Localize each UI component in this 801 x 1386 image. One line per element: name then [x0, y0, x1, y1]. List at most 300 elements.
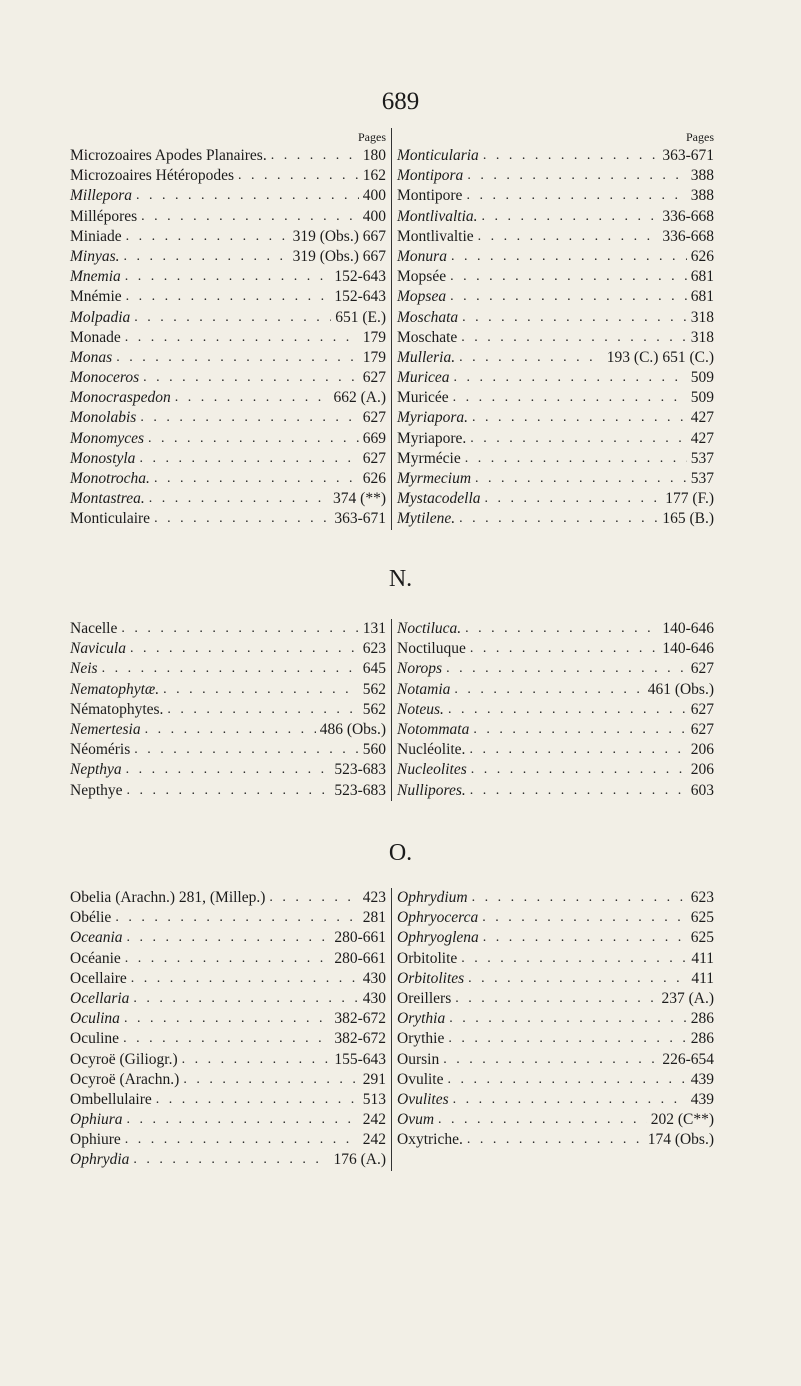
dot-leader: [482, 908, 687, 928]
dot-leader: [125, 267, 331, 287]
entry-pages: 206: [690, 741, 714, 759]
entry-term: Ophryoglena: [397, 929, 479, 947]
dot-leader: [130, 639, 359, 659]
index-entry: [397, 928, 714, 948]
entry-pages: 382-672: [334, 1030, 386, 1048]
dot-leader: [121, 619, 358, 639]
entry-pages: 439: [690, 1090, 714, 1108]
entry-pages: 626: [362, 470, 386, 487]
index-entry: [397, 659, 714, 679]
index-entry: [70, 760, 386, 780]
entry-pages: 152-643: [334, 288, 386, 306]
entry-pages: 669: [362, 429, 386, 447]
dot-leader: [461, 949, 687, 969]
entry-term: Monocraspedon: [70, 389, 171, 407]
pages-header: Pages: [358, 130, 386, 144]
pages-header: Pages: [686, 130, 714, 144]
dot-leader: [134, 740, 358, 760]
entry-pages: 627: [690, 700, 714, 718]
index-entry: [70, 740, 386, 760]
entry-term: Noctiluca.: [397, 620, 462, 637]
entry-term: Orythie: [397, 1030, 445, 1048]
entry-pages: 625: [690, 909, 714, 927]
dot-leader: [238, 166, 359, 186]
entry-pages: 537: [690, 470, 714, 487]
index-entry: [397, 639, 714, 659]
index-entry: [70, 1050, 386, 1070]
entry-pages: 180: [362, 147, 386, 164]
index-entry: [397, 308, 714, 328]
entry-pages: 509: [690, 389, 714, 407]
index-entry: [70, 408, 386, 428]
entry-term: Mopsée: [397, 268, 447, 286]
entry-pages: 382-672: [334, 1010, 386, 1028]
entry-term: Muricée: [397, 389, 449, 407]
index-section-o: [70, 888, 715, 1171]
dot-leader: [163, 680, 359, 700]
entry-term: Ophrydium: [397, 889, 468, 906]
entry-term: Ophiure: [70, 1131, 121, 1149]
entry-term: Montastrea.: [70, 490, 145, 508]
index-entry: [70, 1029, 386, 1049]
entry-pages: 363-671: [662, 147, 714, 164]
entry-pages: 681: [690, 268, 714, 286]
index-entry: [397, 247, 714, 267]
entry-pages: 562: [362, 700, 386, 718]
index-entry: [397, 408, 714, 428]
index-entry: [70, 1150, 386, 1170]
dot-leader: [454, 680, 643, 700]
entry-term: Oreillers: [397, 989, 452, 1007]
entry-pages: 177 (F.): [665, 490, 714, 508]
index-entry: [397, 1029, 714, 1049]
entry-term: Mnemia: [70, 268, 121, 286]
index-entry: [397, 509, 714, 529]
index-entry: [70, 207, 386, 227]
index-entry: [70, 287, 386, 307]
entry-term: Ophryocerca: [397, 909, 479, 927]
index-entry: [70, 888, 386, 908]
dot-leader: [449, 1009, 687, 1029]
entry-term: Oculine: [70, 1030, 120, 1048]
index-entry: [70, 449, 386, 469]
entry-pages: 286: [690, 1030, 714, 1048]
entry-term: Montipore: [397, 187, 463, 205]
index-entry: [70, 227, 386, 247]
entry-pages: 423: [362, 889, 386, 906]
entry-pages: 486 (Obs.): [319, 720, 386, 738]
entry-term: Microzoaires Hétéropodes: [70, 167, 234, 185]
entry-term: Nacelle: [70, 620, 118, 637]
entry-term: Monade: [70, 328, 121, 346]
dot-leader: [448, 700, 687, 720]
index-entry: [70, 186, 386, 206]
entry-term: Notommata: [397, 720, 470, 738]
index-entry: [397, 1009, 714, 1029]
entry-term: Montipora: [397, 167, 464, 185]
dot-leader: [140, 408, 358, 428]
dot-leader: [453, 1090, 687, 1110]
section-letter-o: O.: [388, 840, 413, 866]
index-entry: [70, 469, 386, 489]
dot-leader: [269, 888, 358, 908]
dot-leader: [459, 348, 603, 368]
dot-leader: [131, 969, 359, 989]
index-entry: [397, 888, 714, 908]
index-entry: [397, 1110, 714, 1130]
entry-term: Neis: [70, 660, 98, 678]
entry-pages: 411: [691, 949, 714, 967]
dot-leader: [470, 639, 658, 659]
dot-leader: [472, 888, 687, 908]
entry-term: Millépores: [70, 207, 138, 225]
entry-term: Nemertesia: [70, 720, 141, 738]
index-entry: [70, 348, 386, 368]
entry-term: Ovum: [397, 1111, 435, 1129]
index-entry: [397, 989, 714, 1009]
index-entry: [70, 949, 386, 969]
entry-pages: 193 (C.) 651 (C.): [606, 348, 714, 366]
entry-pages: 625: [690, 929, 714, 947]
entry-term: Obelia (Arachn.) 281, (Millep.): [70, 889, 266, 906]
entry-pages: 627: [362, 409, 386, 427]
entry-pages: 152-643: [334, 268, 386, 286]
entry-term: Oursin: [397, 1050, 440, 1068]
dot-leader: [461, 328, 686, 348]
dot-leader: [148, 429, 359, 449]
dot-leader: [473, 720, 686, 740]
index-entry: [70, 308, 386, 328]
entry-pages: 286: [690, 1010, 714, 1028]
index-entry: [397, 287, 714, 307]
entry-term: Nucléolite.: [397, 741, 466, 759]
index-entry: [397, 680, 714, 700]
dot-leader: [126, 287, 331, 307]
index-entry: [70, 1110, 386, 1130]
index-entry: [70, 720, 386, 740]
entry-term: Ocyroë (Giliogr.): [70, 1050, 178, 1068]
index-entry: [70, 781, 386, 801]
entry-pages: 226-654: [662, 1050, 714, 1068]
entry-pages: 623: [690, 889, 714, 906]
dot-leader: [115, 908, 358, 928]
entry-term: Ocyroë (Arachn.): [70, 1070, 180, 1088]
entry-pages: 513: [362, 1090, 386, 1108]
index-entry: [70, 247, 386, 267]
dot-leader: [453, 388, 687, 408]
entry-pages: 537: [690, 449, 714, 467]
index-entry: [397, 969, 714, 989]
dot-leader: [483, 928, 687, 948]
entry-pages: 374 (**): [333, 490, 386, 508]
entry-list: [70, 888, 386, 1171]
index-column-left: [70, 128, 392, 530]
entry-term: Orbitolite: [397, 949, 458, 967]
entry-term: Myrmécie: [397, 449, 461, 467]
entry-term: Myrmecium: [397, 470, 472, 487]
dot-leader: [470, 781, 687, 801]
dot-leader: [102, 659, 359, 679]
dot-leader: [448, 1070, 687, 1090]
dot-leader: [465, 449, 687, 469]
entry-pages: 562: [362, 680, 386, 698]
entry-pages: 662 (A.): [333, 389, 386, 407]
dot-leader: [139, 449, 358, 469]
dot-leader: [143, 368, 359, 388]
entry-term: Nucleolites: [397, 761, 467, 779]
entry-term: Navicula: [70, 640, 126, 658]
dot-leader: [271, 146, 359, 166]
index-entry: [397, 469, 714, 489]
entry-term: Monas: [70, 348, 113, 366]
index-entry: [397, 267, 714, 287]
index-entry: [397, 368, 714, 388]
dot-leader: [475, 469, 687, 489]
entry-pages: 627: [362, 449, 386, 467]
index-entry: [70, 368, 386, 388]
entry-pages: 651 (E.): [335, 308, 386, 326]
dot-leader: [123, 1029, 330, 1049]
entry-pages: 242: [362, 1111, 386, 1129]
entry-list: [70, 146, 386, 530]
entry-term: Montlivaltia.: [397, 207, 478, 225]
entry-pages: 336-668: [662, 227, 714, 245]
entry-pages: 179: [362, 348, 386, 366]
entry-list: [397, 619, 714, 801]
dot-leader: [467, 1130, 644, 1150]
entry-term: Miniade: [70, 227, 122, 245]
dot-leader: [454, 368, 687, 388]
entry-pages: 411: [691, 969, 714, 987]
entry-pages: 155-643: [334, 1050, 386, 1068]
entry-pages: 363-671: [334, 510, 386, 528]
dot-leader: [468, 969, 687, 989]
dot-leader: [126, 227, 289, 247]
index-entry: [397, 186, 714, 206]
index-entry: [397, 166, 714, 186]
index-entry: [397, 1130, 714, 1150]
index-entry: [70, 1009, 386, 1029]
dot-leader: [450, 287, 687, 307]
dot-leader: [175, 388, 330, 408]
entry-pages: 291: [362, 1070, 386, 1088]
dot-leader: [478, 227, 659, 247]
dot-leader: [183, 1070, 358, 1090]
entry-term: Microzoaires Apodes Planaires.: [70, 147, 267, 164]
entry-term: Ocellaria: [70, 989, 130, 1007]
entry-pages: 430: [362, 989, 386, 1007]
dot-leader: [471, 760, 687, 780]
entry-pages: 461 (Obs.): [647, 680, 714, 698]
index-entry: [397, 619, 714, 639]
entry-pages: 140-646: [662, 620, 714, 637]
entry-term: Nepthye: [70, 781, 123, 799]
index-entry: [397, 328, 714, 348]
entry-pages: 165 (B.): [662, 510, 714, 528]
dot-leader: [124, 247, 289, 267]
index-column-right: [392, 619, 714, 801]
entry-pages: 318: [690, 308, 714, 326]
page-number: 689: [381, 88, 420, 115]
dot-leader: [136, 186, 359, 206]
index-column-right: [392, 888, 714, 1171]
index-entry: [70, 388, 386, 408]
entry-list: [397, 146, 714, 530]
dot-leader: [167, 700, 358, 720]
entry-list: [397, 888, 714, 1150]
index-entry: [70, 639, 386, 659]
index-entry: [397, 908, 714, 928]
entry-pages: 645: [362, 660, 386, 678]
entry-term: Ophiura: [70, 1111, 123, 1129]
dot-leader: [462, 308, 687, 328]
index-entry: [397, 227, 714, 247]
index-entry: [397, 489, 714, 509]
dot-leader: [455, 989, 657, 1009]
entry-pages: 131: [362, 620, 386, 637]
entry-pages: 179: [362, 328, 386, 346]
dot-leader: [154, 469, 359, 489]
index-section-n: [70, 619, 715, 801]
entry-pages: 176 (A.): [333, 1151, 386, 1169]
dot-leader: [485, 489, 662, 509]
entry-term: Ovulite: [397, 1070, 444, 1088]
entry-pages: 523-683: [334, 781, 386, 799]
index-section-m: [70, 128, 715, 530]
entry-term: Nematophytæ.: [70, 680, 160, 698]
dot-leader: [124, 1009, 330, 1029]
entry-pages: 174 (Obs.): [647, 1131, 714, 1149]
entry-term: Muricea: [397, 369, 450, 387]
entry-pages: 319 (Obs.) 667: [292, 247, 386, 265]
index-entry: [70, 1090, 386, 1110]
index-entry: [397, 146, 714, 166]
index-entry: [70, 328, 386, 348]
dot-leader: [125, 328, 359, 348]
entry-term: Mnémie: [70, 288, 122, 306]
dot-leader: [443, 1050, 658, 1070]
index-entry: [70, 619, 386, 639]
index-column-left: [70, 619, 392, 801]
index-entry: [397, 388, 714, 408]
entry-pages: 318: [690, 328, 714, 346]
dot-leader: [483, 146, 659, 166]
entry-term: Ocellaire: [70, 969, 127, 987]
entry-pages: 336-668: [662, 207, 714, 225]
entry-term: Ophrydia: [70, 1151, 130, 1169]
index-entry: [70, 989, 386, 1009]
entry-term: Oculina: [70, 1010, 120, 1028]
entry-term: Oceania: [70, 929, 123, 947]
dot-leader: [465, 619, 658, 639]
entry-list: [70, 619, 386, 801]
entry-term: Orbitolites: [397, 969, 465, 987]
dot-leader: [134, 308, 331, 328]
index-entry: [70, 908, 386, 928]
entry-term: Monolabis: [70, 409, 137, 427]
entry-term: Monticulaire: [70, 510, 151, 528]
section-letter-n: N.: [388, 566, 413, 592]
entry-term: Mulleria.: [397, 348, 456, 366]
dot-leader: [472, 408, 687, 428]
dot-leader: [127, 928, 331, 948]
index-entry: [397, 740, 714, 760]
entry-pages: 237 (A.): [661, 989, 714, 1007]
entry-term: Ombellulaire: [70, 1090, 152, 1108]
entry-term: Moschata: [397, 308, 459, 326]
entry-pages: 388: [690, 167, 714, 185]
index-entry: [70, 969, 386, 989]
dot-leader: [125, 949, 331, 969]
entry-term: Orythia: [397, 1010, 446, 1028]
index-column-left: [70, 888, 392, 1171]
entry-pages: 627: [362, 369, 386, 387]
entry-term: Mytilene.: [397, 510, 456, 528]
dot-leader: [182, 1050, 331, 1070]
dot-leader: [470, 429, 686, 449]
index-entry: [397, 1070, 714, 1090]
index-entry: [397, 949, 714, 969]
entry-term: Norops: [397, 660, 443, 678]
index-entry: [70, 659, 386, 679]
dot-leader: [125, 1130, 359, 1150]
entry-term: Nématophytes.: [70, 700, 164, 718]
index-entry: [397, 1050, 714, 1070]
dot-leader: [482, 207, 659, 227]
entry-term: Mystacodella: [397, 490, 481, 508]
index-entry: [397, 781, 714, 801]
entry-pages: 388: [690, 187, 714, 205]
index-entry: [397, 1090, 714, 1110]
entry-term: Néoméris: [70, 741, 131, 759]
index-entry: [70, 489, 386, 509]
index-entry: [70, 429, 386, 449]
dot-leader: [466, 186, 686, 206]
dot-leader: [133, 989, 358, 1009]
entry-pages: 681: [690, 288, 714, 306]
index-entry: [397, 449, 714, 469]
entry-pages: 427: [690, 429, 714, 447]
entry-pages: 627: [690, 660, 714, 678]
entry-pages: 400: [362, 187, 386, 205]
dot-leader: [154, 509, 330, 529]
entry-pages: 319 (Obs.) 667: [292, 227, 386, 245]
dot-leader: [149, 489, 329, 509]
entry-pages: 242: [362, 1131, 386, 1149]
entry-term: Monticularia: [397, 147, 479, 164]
entry-pages: 280-661: [334, 929, 386, 947]
entry-term: Nepthya: [70, 761, 122, 779]
entry-pages: 140-646: [662, 640, 714, 658]
dot-leader: [127, 781, 331, 801]
entry-pages: 206: [690, 761, 714, 779]
entry-term: Obélie: [70, 909, 112, 927]
entry-term: Monostyla: [70, 449, 136, 467]
entry-term: Notamia: [397, 680, 451, 698]
entry-term: Myriapore.: [397, 429, 467, 447]
entry-term: Océanie: [70, 949, 121, 967]
dot-leader: [459, 509, 658, 529]
entry-pages: 202 (C**): [650, 1111, 714, 1129]
index-entry: [70, 166, 386, 186]
entry-term: Monura: [397, 247, 447, 265]
index-entry: [70, 1130, 386, 1150]
entry-term: Monotrocha.: [70, 470, 150, 487]
entry-term: Noctiluque: [397, 640, 466, 658]
entry-pages: 427: [690, 409, 714, 427]
entry-pages: 626: [690, 247, 714, 265]
dot-leader: [133, 1150, 329, 1170]
